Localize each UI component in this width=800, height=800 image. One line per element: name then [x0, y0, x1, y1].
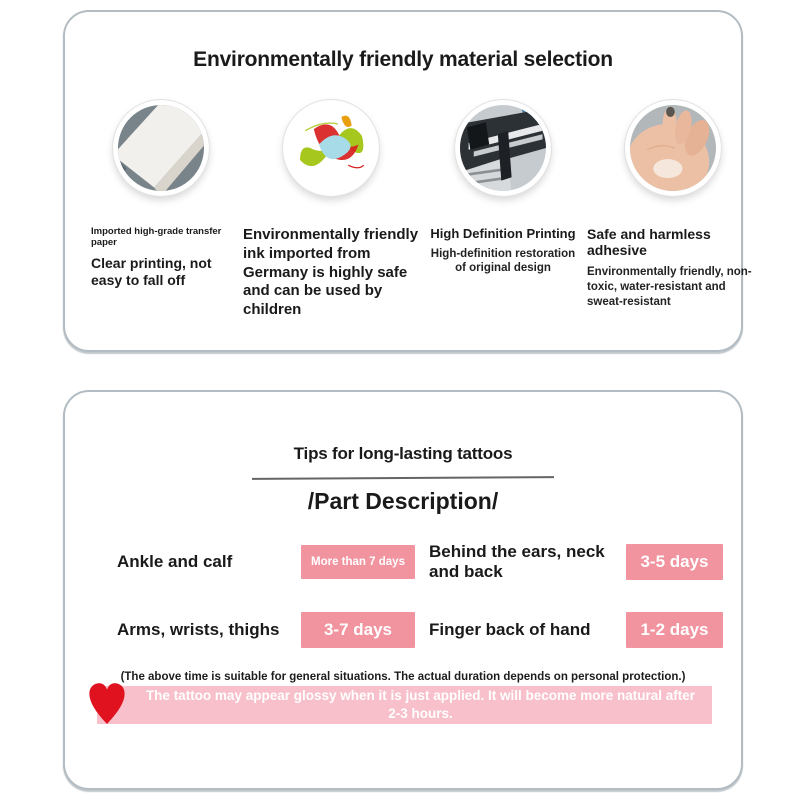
divider-line [252, 476, 554, 480]
caption-heading: Environmentally friendly ink imported from Germany is highly safe and can be used by children [243, 226, 419, 318]
material-item-transfer-paper [87, 100, 235, 320]
part-label: Ankle and calf [117, 552, 233, 572]
material-item-adhesive [587, 100, 759, 320]
heart-icon [87, 678, 127, 730]
caption-heading: Clear printing, not easy to fall off [91, 255, 212, 288]
material-item-ink [243, 100, 419, 320]
part-label: Finger back of hand [429, 619, 591, 639]
caption-subtitle: Imported high-grade transfer paper [91, 226, 222, 248]
caption-subtitle: High-definition restoration of original design [430, 248, 576, 275]
materials-card [63, 10, 752, 352]
glossy-notice-banner: The tattoo may appear glossy when it is just applied. It will become more natural after 2-3 hours. [97, 686, 712, 724]
duration-badge: 3-7 days [301, 612, 415, 648]
part-label: Arms, wrists, thighs [117, 619, 280, 639]
caption-printing [427, 226, 579, 276]
material-item-printing [427, 100, 579, 320]
materials-title: Environmentally friendly material selection [193, 48, 613, 71]
tips-title: Tips for long-lasting tattoos [293, 444, 513, 463]
caption-ink [243, 226, 419, 320]
caption-heading: Safe and harmless adhesive [587, 226, 711, 258]
caption-adhesive [587, 226, 759, 310]
caption-subtitle: Environmentally friendly, non-toxic, water-resistant and sweat-resistant [587, 266, 752, 308]
caption-heading: High Definition Printing [430, 226, 576, 241]
tips-card [63, 390, 743, 790]
part-label: Behind the ears, neck and back [429, 542, 605, 582]
duration-badge: 1-2 days [626, 612, 723, 648]
printing-machine-photo-icon [455, 100, 551, 196]
caption-transfer-paper [87, 226, 235, 289]
duration-badge: More than 7 days [301, 545, 415, 579]
duration-note: (The above time is suitable for general situations. The actual duration depends on personal protection.) [120, 670, 686, 683]
transfer-paper-photo-icon [113, 100, 209, 196]
materials-grid [65, 100, 752, 320]
ink-splash-photo-icon [283, 100, 379, 196]
part-description-heading: /Part Description/ [307, 488, 499, 514]
adhesive-hand-photo-icon [625, 100, 721, 196]
duration-table [65, 542, 741, 648]
duration-badge: 3-5 days [626, 544, 723, 580]
